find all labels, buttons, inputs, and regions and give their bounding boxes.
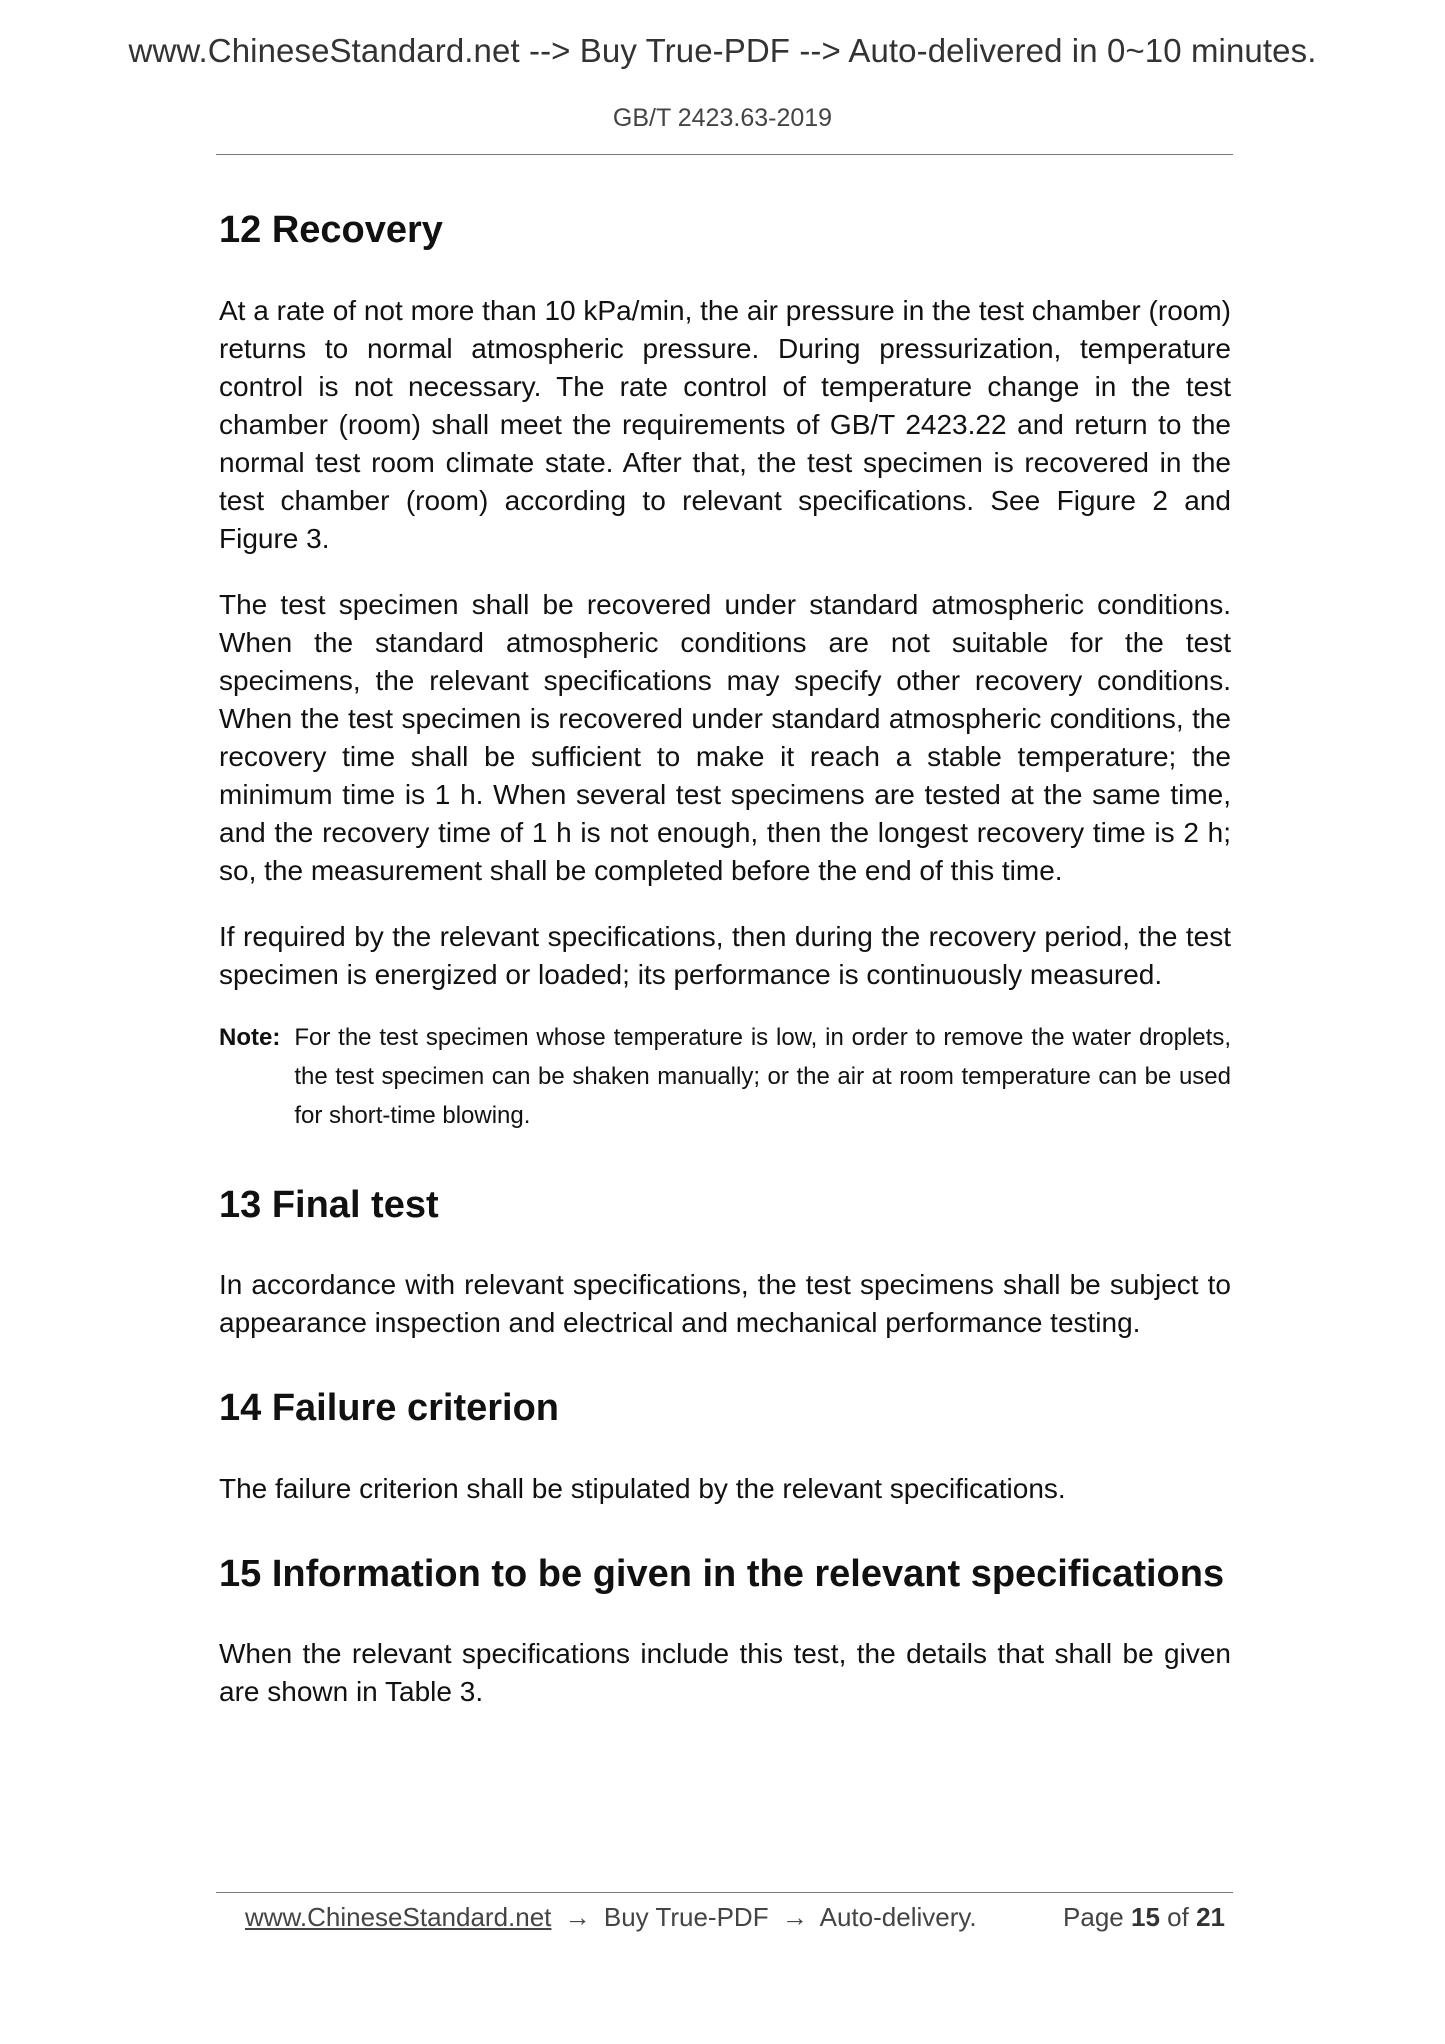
footer-site-link[interactable]: www.ChineseStandard.net xyxy=(245,1902,552,1932)
note-text: For the test specimen whose temperature is low, in order to remove the water droplets, the test specimen can be shaken manually; or the air at room temperature can be used for short-time blowing. xyxy=(294,1023,1231,1129)
paragraph: When the relevant specifications include this test, the details that shall be given are shown in Table 3. xyxy=(219,1638,1231,1708)
paragraph: The test specimen shall be recovered under standard atmospheric conditions. When the standard atmospheric conditions are not suitable for the test specimens, the relevant specifications may specify other recovery conditions. When the test specimen is recovered under standard atmospheric conditions, the recovery time shall be sufficient to make it reach a stable temperature; the minimum time is 1 h. When several test specimens are tested at the same time, and the recovery time of 1 h is not enough, then the longest recovery time is 2 h; so, the measurement shall be completed before the end of this time. xyxy=(219,588,1231,886)
page-current: 15 xyxy=(1131,1902,1160,1932)
section-heading: 12 Recovery xyxy=(219,209,443,251)
note xyxy=(219,1018,1231,1135)
page-number xyxy=(1063,1902,1225,1933)
section-heading: 14 Failure criterion xyxy=(219,1387,560,1430)
page-total: 21 xyxy=(1196,1902,1225,1932)
section-recovery xyxy=(219,208,1231,1135)
footer-buy-text: Buy True-PDF xyxy=(603,1902,769,1932)
document-body xyxy=(219,208,1231,1739)
page-word: Page xyxy=(1063,1902,1124,1932)
footer-divider xyxy=(216,1892,1233,1893)
section-final-test xyxy=(219,1183,1231,1343)
arrow-right-icon: → xyxy=(781,1902,808,1932)
section-failure-criterion xyxy=(219,1386,1231,1508)
paragraph: The failure criterion shall be stipulated by the relevant specifications. xyxy=(219,1472,1066,1504)
paragraph: At a rate of not more than 10 kPa/min, the air pressure in the test chamber (room) returns to normal atmospheric pressure. During pressurization, temperature control is not necessary. The rate control of temperature change in the test chamber (room) shall meet the requirements of GB/T 2423.22 and return to the normal test room climate state. After that, the test specimen is recovered in the test chamber (room) according to relevant specifications. See Figure 2 and Figure 3. xyxy=(219,294,1231,554)
page-footer xyxy=(245,1902,1225,1933)
header-divider xyxy=(216,154,1233,155)
section-heading: 13 Final test xyxy=(219,1183,439,1226)
section-heading: 15 Information to be given in the relevant specifications xyxy=(219,1552,1225,1595)
page-of-word: of xyxy=(1167,1902,1189,1932)
paragraph: In accordance with relevant specifications, the test specimens shall be subject to appearance inspection and electrical and mechanical performance testing. xyxy=(219,1269,1231,1339)
paragraph: If required by the relevant specifications, then during the recovery period, the test specimen is energized or loaded; its performance is continuously measured. xyxy=(219,920,1231,990)
footer-delivery-text: Auto-delivery. xyxy=(819,1902,977,1932)
footer-left xyxy=(245,1902,977,1933)
standard-code: GB/T 2423.63-2019 xyxy=(612,104,833,132)
top-banner[interactable]: www.ChineseStandard.net --> Buy True-PDF --> Auto-delivered in 0~10 minutes. xyxy=(128,32,1317,69)
note-label: Note: xyxy=(219,1023,281,1051)
arrow-right-icon: → xyxy=(564,1902,591,1932)
section-information xyxy=(219,1552,1231,1712)
